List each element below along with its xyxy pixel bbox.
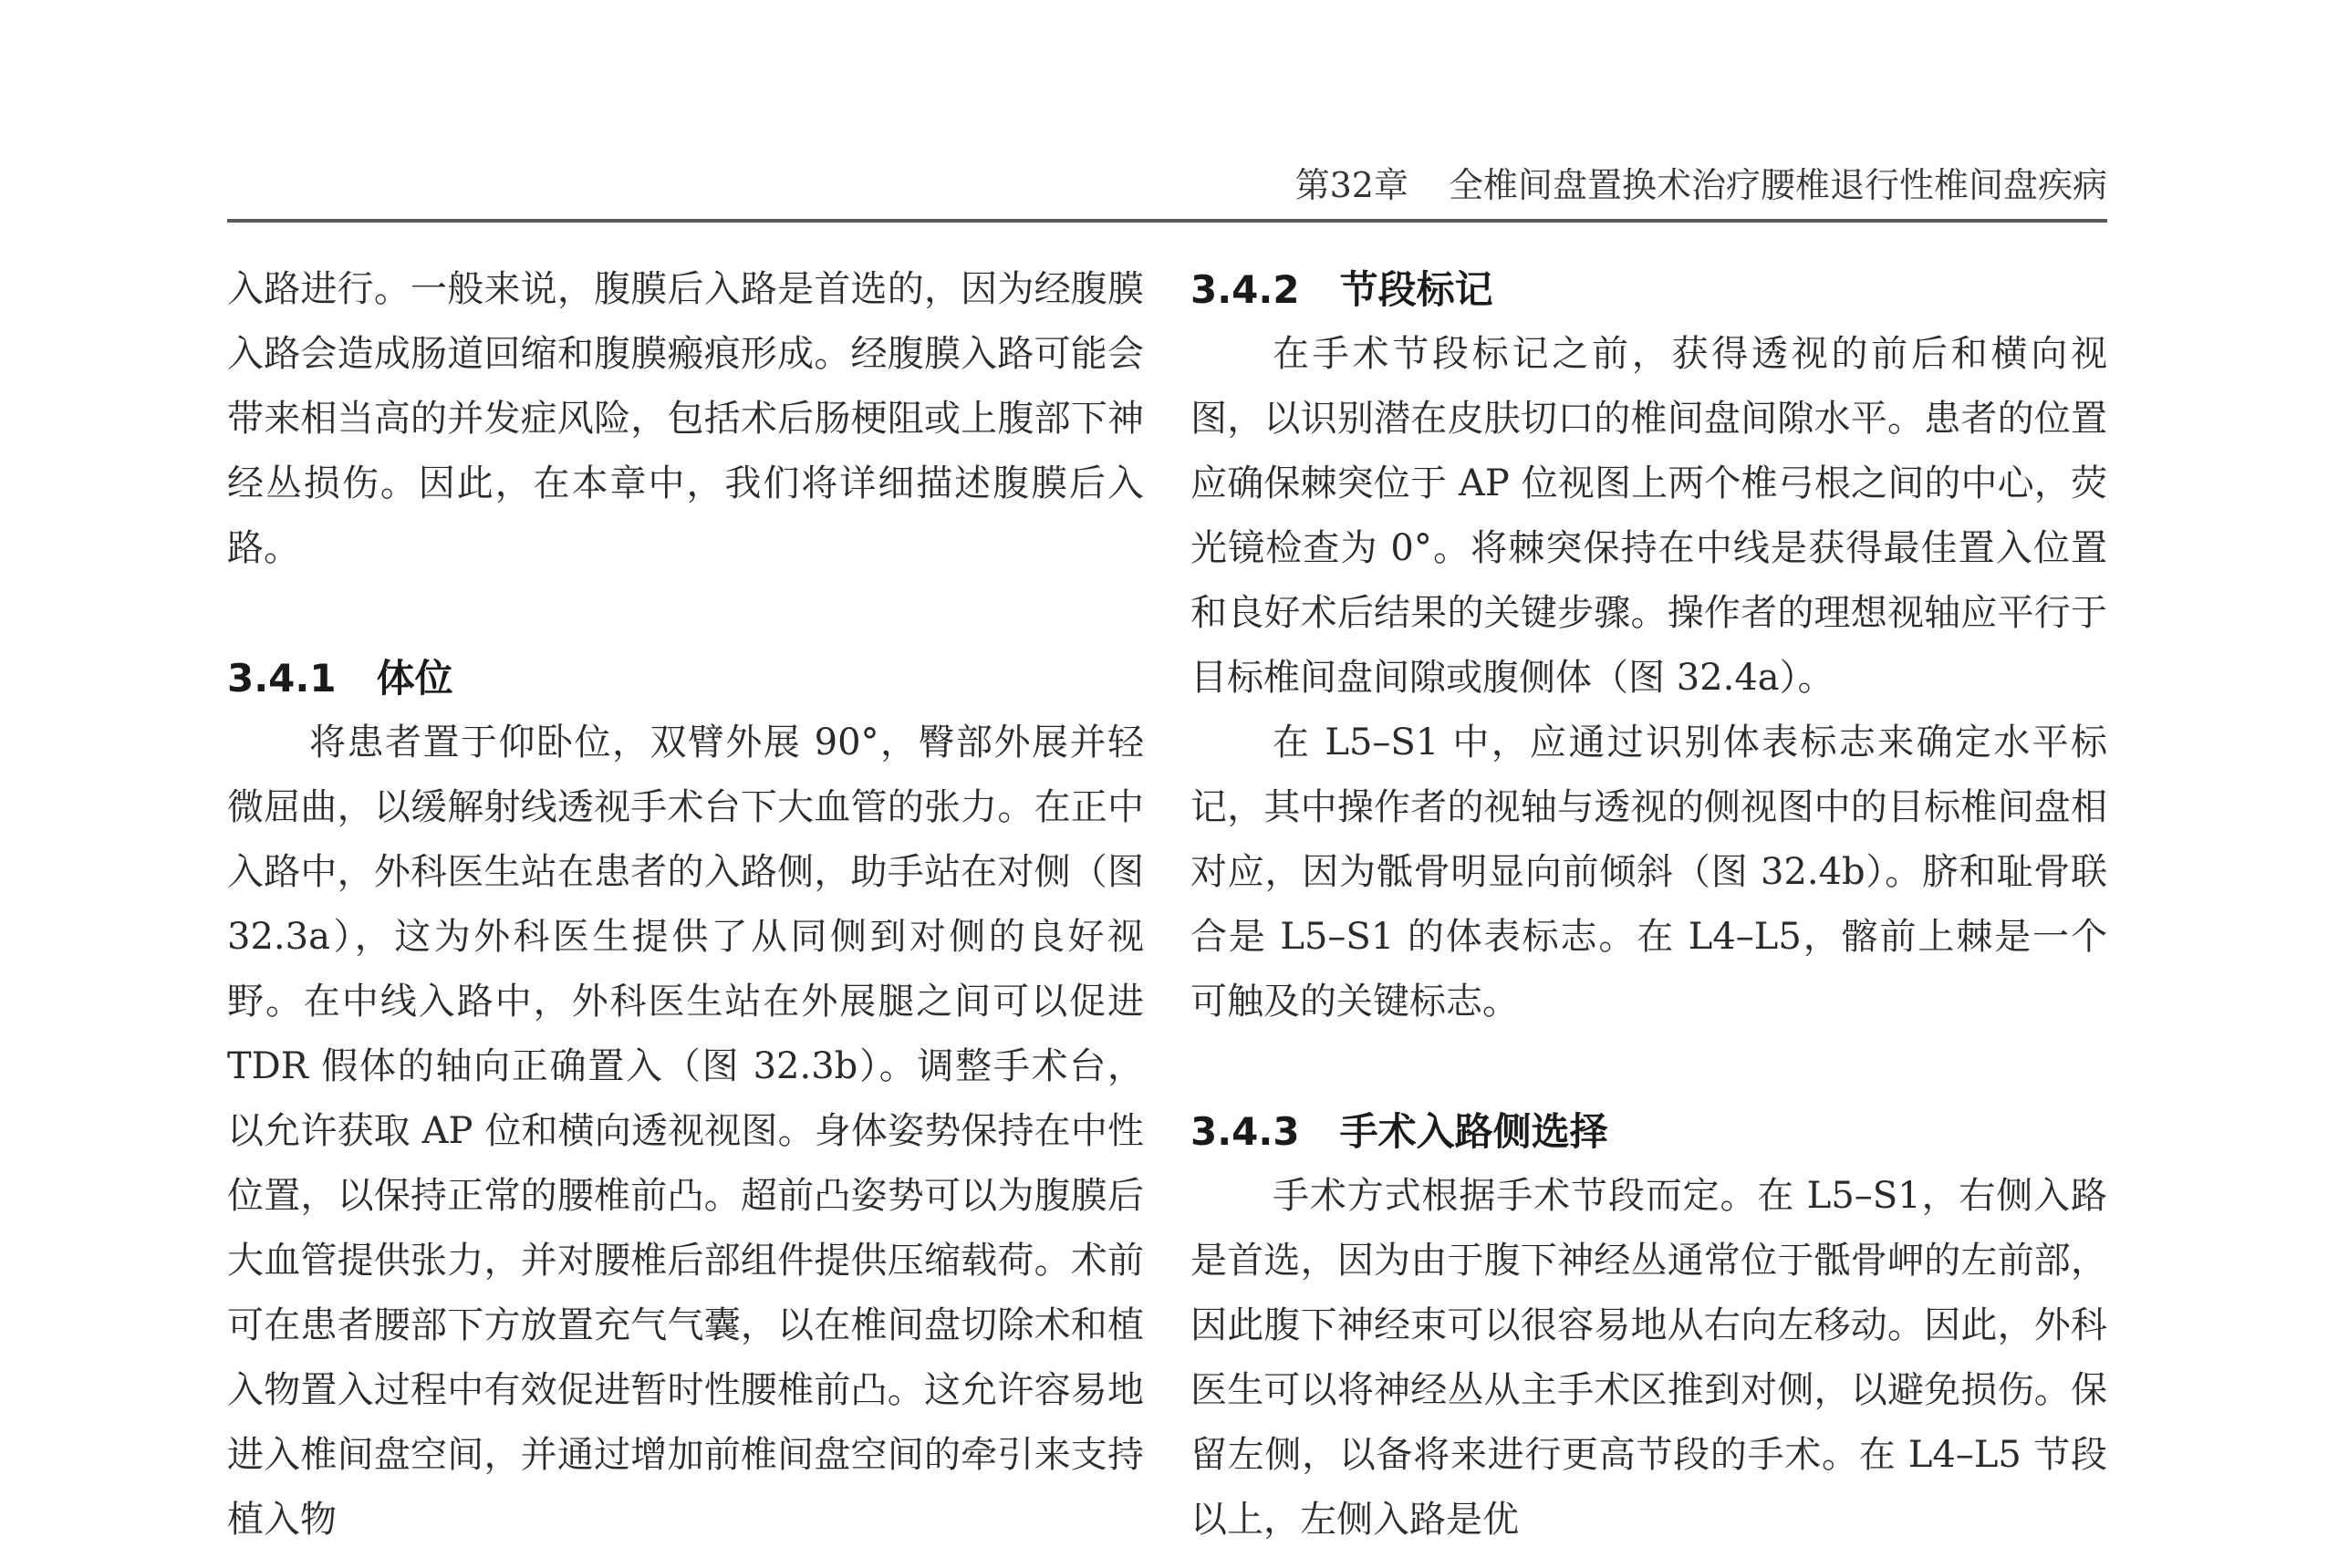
chapter-number: 第32章 — [1294, 165, 1408, 205]
section-title: 手术入路侧选择 — [1339, 1109, 1608, 1154]
section-title: 节段标记 — [1339, 267, 1493, 312]
section-heading-positioning — [227, 646, 1144, 711]
chapter-title: 全椎间盘置换术治疗腰椎退行性椎间盘疾病 — [1448, 165, 2107, 205]
paragraph-approach-side: 手术方式根据手术节段而定。在 L5–S1，右侧入路是首选，因为由于腹下神经丛通常位于骶骨岬的左前部，因此腹下神经束可以很容易地从右向左移动。因此，外科医生可以将神经丛从主手术区推到对侧，以避免损伤。保留左侧，以备将来进行更高节段的手术。在 L4–L5 节段以上，左侧入路是优 — [1190, 1175, 2107, 1541]
section-number: 3.4.3 — [1190, 1109, 1300, 1154]
paragraph-positioning: 将患者置于仰卧位，双臂外展 90°，臀部外展并轻微屈曲，以缓解射线透视手术台下大血管的张力。在正中入路中，外科医生站在患者的入路侧，助手站在对侧（图 32.3a），这为外科医生提供了从同侧到对侧的良好视野。在中线入路中，外科医生站在外展腿之间可以促进 TDR 假体的轴向正确置入（图 32.3b）。调整手术台，以允许获取 AP 位和横向透视视图。身体姿势保持在中性位置，以保持正常的腰椎前凸。超前凸姿势可以为腹膜后大血管提供张力，并对腰椎后部组件提供压缩载荷。术前可在患者腰部下方放置充气气囊，以在椎间盘切除术和植入物置入过程中有效促进暂时性腰椎前凸。这允许容易地进入椎间盘空间，并通过增加前椎间盘空间的牵引来支持植入物 — [227, 722, 1156, 1541]
section-heading-level-marking — [1190, 257, 2107, 322]
paragraph-approach-intro: 入路进行。一般来说，腹膜后入路是首选的，因为经腹膜入路会造成肠道回缩和腹膜瘢痕形成。经腹膜入路可能会带来相当高的并发症风险，包括术后肠梗阻或上腹部下神经丛损伤。因此，在本章中，我们将详细描述腹膜后入路。 — [227, 268, 1144, 569]
section-number: 3.4.1 — [227, 656, 337, 701]
paragraph-l5-s1-landmarks: 在 L5–S1 中，应通过识别体表标志来确定水平标记，其中操作者的视轴与透视的侧视图中的目标椎间盘相对应，因为骶骨明显向前倾斜（图 32.4b）。脐和耻骨联合是 L5–S1 的体表标志。在 L4–L5，髂前上棘是一个可触及的关键标志。 — [1190, 722, 2107, 1023]
section-spacer — [1190, 1034, 2107, 1099]
left-column — [227, 257, 1156, 1552]
running-head — [227, 162, 2107, 208]
right-column — [1190, 257, 2107, 1552]
section-number: 3.4.2 — [1190, 267, 1300, 312]
section-spacer — [227, 581, 1144, 646]
paragraph-level-marking: 在手术节段标记之前，获得透视的前后和横向视图，以识别潜在皮肤切口的椎间盘间隙水平。患者的位置应确保棘突位于 AP 位视图上两个椎弓根之间的中心，荧光镜检查为 0°。将棘突保持在中线是获得最佳置入位置和良好术后结果的关键步骤。操作者的理想视轴应平行于目标椎间盘间隙或腹侧体（图 32.4a）。 — [1190, 333, 2107, 699]
header-rule — [227, 219, 2107, 223]
section-heading-approach-side — [1190, 1099, 2107, 1164]
section-title: 体位 — [376, 656, 453, 701]
